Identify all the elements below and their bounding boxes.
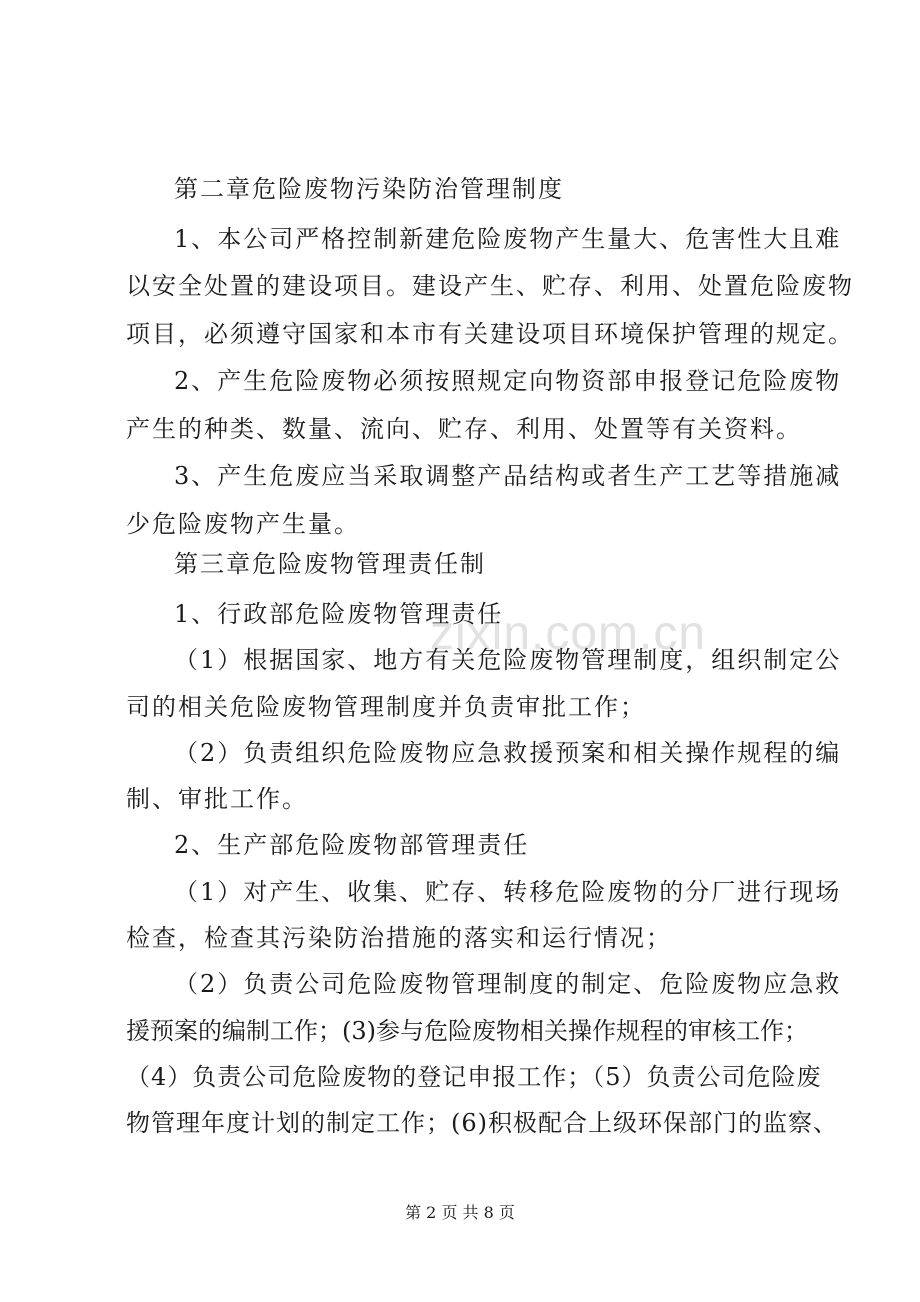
paragraph-line: 检查，检查其污染防治措施的落实和运行情况； (126, 924, 672, 952)
paragraph-line: （2）负责公司危险废物管理制度的制定、危险废物应急救 (174, 970, 842, 998)
paragraph-line: （2）负责组织危险废物应急救援预案和相关操作规程的编 (174, 739, 842, 767)
chapter-heading: 第三章危险废物管理责任制 (174, 550, 486, 578)
paragraph-line: 3、产生危废应当采取调整产品结构或者生产工艺等措施减 (174, 462, 842, 490)
paragraph-line: 物管理年度计划的制定工作；(6)积极配合上级环保部门的监察、 (126, 1109, 838, 1137)
paragraph-line: 少危险废物产生量。 (126, 510, 360, 538)
paragraph-line: 援预案的编制工作；(3)参与危险废物相关操作规程的审核工作； (126, 1017, 808, 1045)
paragraph-line: （1）根据国家、地方有关危险废物管理制度，组织制定公 (174, 646, 842, 674)
paragraph-line: 制、审批工作。 (126, 785, 308, 813)
paragraph-line: 产生的种类、数量、流向、贮存、利用、处置等有关资料。 (126, 415, 802, 443)
paragraph-line: 司的相关危险废物管理制度并负责审批工作； (126, 693, 646, 721)
watermark: zixin.com.cn (430, 607, 707, 660)
section-heading: 1、行政部危险废物管理责任 (174, 600, 504, 628)
paragraph-line: 2、产生危险废物必须按照规定向物资部申报登记危险废物 (174, 367, 842, 395)
chapter-heading: 第二章危险废物污染防治管理制度 (174, 175, 564, 203)
section-heading: 2、生产部危险废物部管理责任 (174, 831, 530, 859)
paragraph-line: 1、本公司严格控制新建危险废物产生量大、危害性大且难 (174, 225, 842, 253)
paragraph-line: 以安全处置的建设项目。建设产生、贮存、利用、处置危险废物 (126, 272, 854, 300)
paragraph-line: （4）负责公司危险废物的登记申报工作；（5）负责公司危险废 (126, 1063, 822, 1091)
page-footer: 第 2 页 共 8 页 (405, 1203, 515, 1222)
paragraph-line: 项目，必须遵守国家和本市有关建设项目环境保护管理的规定。 (126, 320, 854, 348)
paragraph-line: （1）对产生、收集、贮存、转移危险废物的分厂进行现场 (174, 878, 842, 906)
